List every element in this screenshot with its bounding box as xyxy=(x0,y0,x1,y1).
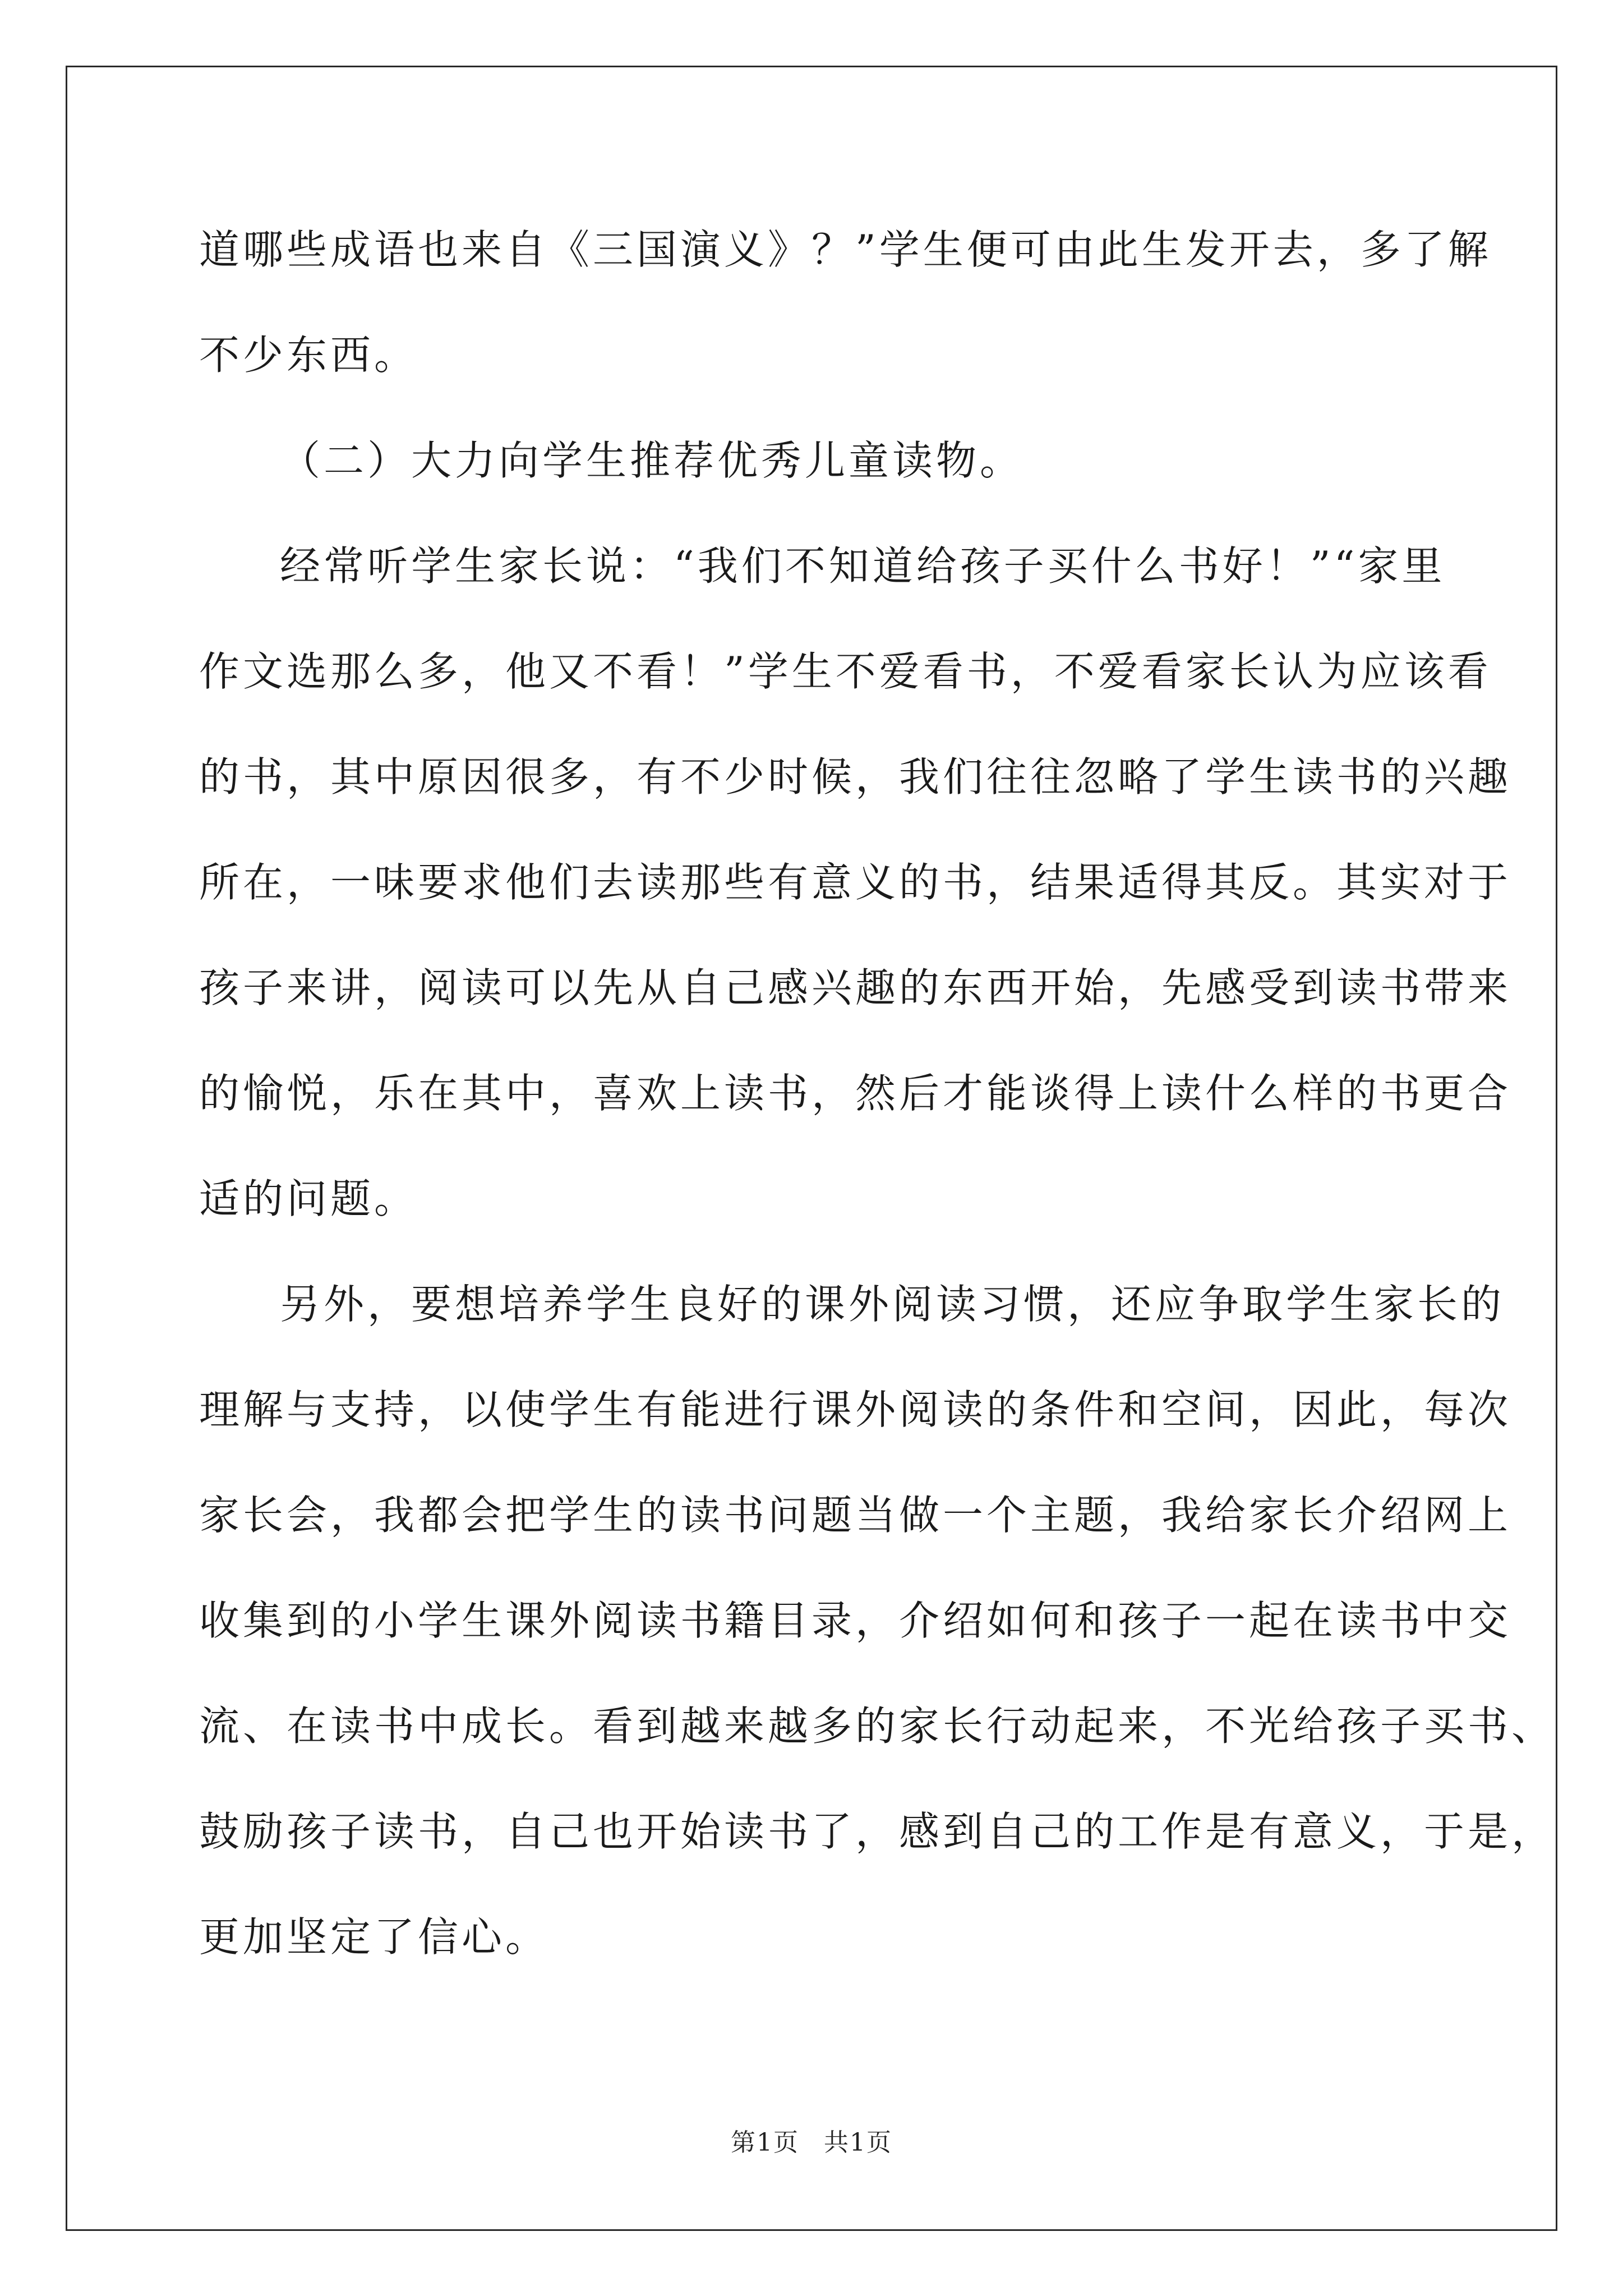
text-line: 收集到的小学生课外阅读书籍目录，介绍如何和孩子一起在读书中交 xyxy=(199,1597,1512,1644)
text-line: 鼓励孩子读书，自己也开始读书了，感到自己的工作是有意义，于是， xyxy=(199,1808,1556,1855)
text-line: 孩子来讲，阅读可以先从自己感兴趣的东西开始，先感受到读书带来 xyxy=(199,964,1512,1011)
text-line: 适的问题。 xyxy=(199,1175,418,1222)
text-line: 作文选那么多，他又不看！”学生不爱看书，不爱看家长认为应该看 xyxy=(199,648,1492,695)
text-line: 流、在读书中成长。看到越来越多的家长行动起来，不光给孩子买书、 xyxy=(199,1703,1556,1750)
text-line: 道哪些成语也来自《三国演义》？”学生便可由此生发开去，多了解 xyxy=(199,226,1492,273)
section-heading: （二）大力向学生推荐优秀儿童读物。 xyxy=(280,437,1024,484)
text-line: 理解与支持，以使学生有能进行课外阅读的条件和空间，因此，每次 xyxy=(199,1386,1512,1433)
text-line: 所在，一味要求他们去读那些有意义的书，结果适得其反。其实对于 xyxy=(199,859,1512,906)
page-footer xyxy=(0,2126,1623,2160)
text-line: 经常听学生家长说：“我们不知道给孩子买什么书好！”“家里 xyxy=(280,542,1446,590)
text-line: 的书，其中原因很多，有不少时候，我们往往忽略了学生读书的兴趣 xyxy=(199,753,1512,800)
text-line: 的愉悦，乐在其中，喜欢上读书，然后才能谈得上读什么样的书更合 xyxy=(199,1070,1512,1117)
document-body xyxy=(199,212,1556,2005)
text-line: 更加坚定了信心。 xyxy=(199,1913,550,1961)
text-line: 家长会，我都会把学生的读书问题当做一个主题，我给家长介绍网上 xyxy=(199,1492,1512,1539)
text-line: 不少东西。 xyxy=(199,332,418,379)
page-number: 第1页 xyxy=(731,2128,799,2157)
page-total: 共1页 xyxy=(824,2128,892,2157)
text-line: 另外，要想培养学生良好的课外阅读习惯，还应争取学生家长的 xyxy=(280,1281,1505,1328)
